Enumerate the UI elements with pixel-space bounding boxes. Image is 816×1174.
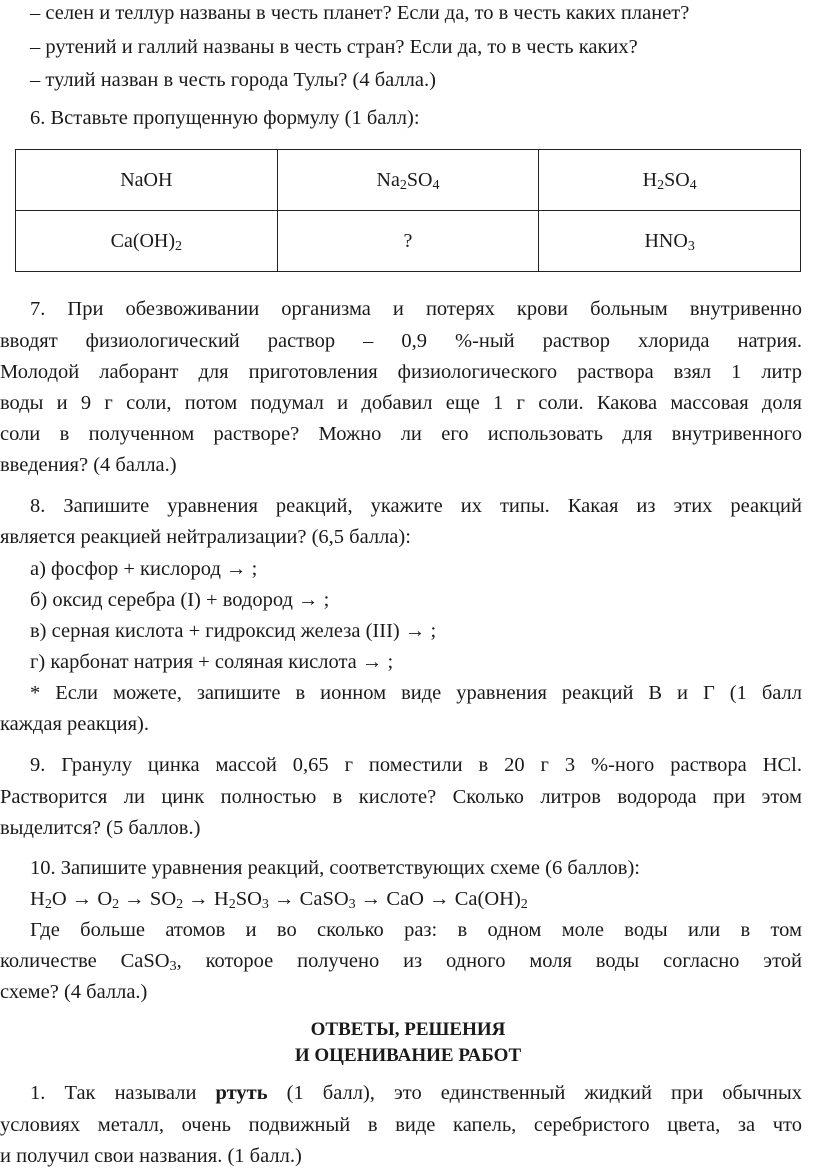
table-cell bbox=[277, 211, 539, 272]
intro-line-2: – рутений и галлий названы в честь стран? Если да, то в честь каких? bbox=[30, 36, 638, 58]
intro-line-3: – тулий назван в честь города Тулы? (4 балла.) bbox=[30, 69, 436, 91]
formula-part: SO bbox=[406, 168, 433, 191]
question-7-line-1: 7. При обезвоживании организма и потерях крови больным внутривенно bbox=[30, 298, 802, 320]
question-8-item-d: г) карбонат натрия + соляная кислота → ; bbox=[30, 651, 394, 673]
question-9-line-3: выделится? (5 баллов.) bbox=[0, 817, 201, 839]
table-row bbox=[16, 211, 801, 272]
formula-part: Ca(OH) bbox=[110, 229, 176, 252]
table-cell bbox=[16, 211, 278, 272]
question-8-item-c: в) серная кислота + гидроксид железа (III) → ; bbox=[30, 620, 437, 642]
formula-part: SO bbox=[664, 168, 690, 191]
question-8-note-line-1: * Если можете, запишите в ионном виде уравнения реакций В и Г (1 балл bbox=[30, 682, 802, 704]
table-row bbox=[16, 150, 801, 211]
question-8-line-1: 8. Запишите уравнения реакций, укажите их типы. Какая из этих реакций bbox=[30, 495, 802, 517]
answers-heading-1: ОТВЕТЫ, РЕШЕНИЯ bbox=[310, 1019, 506, 1040]
question-9-line-1: 9. Гранулу цинка массой 0,65 г поместили в 20 г 3 %-ного раствора HCl. bbox=[30, 754, 802, 776]
question-8-line-2: является реакцией нейтрализации? (6,5 балла): bbox=[0, 526, 411, 548]
question-7-line-6: введения? (4 балла.) bbox=[0, 454, 177, 476]
formula-subscript: 2 bbox=[657, 177, 665, 193]
answer-1-line-1: 1. Так называли ртуть (1 балл), это единственный жидкий при обычных bbox=[30, 1082, 802, 1104]
question-10-text: 10. Запишите уравнения реакций, соответствующих схеме (6 баллов): bbox=[30, 857, 640, 879]
question-7-line-4: воды и 9 г соли, потом подумал и добавил еще 1 г соли. Какова массовая доля bbox=[0, 392, 802, 414]
intro-line-1: – селен и теллур названы в честь планет? Если да, то в честь каких планет? bbox=[30, 2, 690, 24]
table-cell bbox=[539, 150, 801, 211]
question-6-text: 6. Вставьте пропущенную формулу (1 балл): bbox=[30, 107, 420, 129]
question-7-line-3: Молодой лаборант для приготовления физиологического раствора взял 1 литр bbox=[0, 361, 802, 383]
answers-heading-2: И ОЦЕНИВАНИЕ РАБОТ bbox=[294, 1045, 522, 1066]
table-cell bbox=[539, 211, 801, 272]
formula-subscript: 2 bbox=[175, 238, 183, 254]
reaction-scheme: $H_2O \to O_2 \to SO_2 \to H_2SO_3$ → CaSO$_3$ → CaO → $Ca(OH)_2$ bbox=[30, 888, 528, 912]
formula-subscript: 3 bbox=[687, 238, 695, 254]
question-8-item-b: б) оксид серебра (I) + водород → ; bbox=[30, 589, 330, 611]
formula-part: H bbox=[642, 168, 658, 191]
question-8-item-a: а) фосфор + кислород → ; bbox=[30, 558, 258, 580]
table-cell bbox=[277, 150, 539, 211]
answer-1-line-3: и получил свои названия. (1 балл.) bbox=[0, 1145, 302, 1167]
formula-part: Na bbox=[376, 168, 400, 191]
missing-formula: ? bbox=[403, 229, 413, 252]
question-10-line-3: схеме? (4 балла.) bbox=[0, 981, 148, 1003]
table-cell bbox=[16, 150, 278, 211]
formula-part: HNO bbox=[644, 229, 688, 252]
formula-subscript: 4 bbox=[432, 177, 440, 193]
formula-subscript: 2 bbox=[399, 177, 407, 193]
answer-mercury: ртуть bbox=[215, 1082, 268, 1104]
question-7-line-2: вводят физиологический раствор – 0,9 %-ный раствор хлорида натрия. bbox=[0, 330, 802, 352]
question-9-line-2: Растворится ли цинк полностью в кислоте? Сколько литров водорода при этом bbox=[0, 786, 802, 808]
question-7-line-5: соли в полученном растворе? Можно ли его использовать для внутривенного bbox=[0, 423, 802, 445]
question-8-note-line-2: каждая реакция). bbox=[0, 713, 149, 735]
answer-1-line-2: условиях металл, очень подвижный в виде капель, серебристого цвета, за что bbox=[0, 1114, 802, 1136]
formula-table bbox=[15, 149, 801, 272]
formula-subscript: 4 bbox=[689, 177, 697, 193]
formula-naoh: NaOH bbox=[120, 168, 173, 191]
question-10-line-2: количестве CaSO$_3$, которое получено из одного моля воды согласно этой bbox=[0, 950, 803, 974]
question-10-line-1: Где больше атомов и во сколько раз: в одном моле воды или в том bbox=[30, 919, 802, 941]
